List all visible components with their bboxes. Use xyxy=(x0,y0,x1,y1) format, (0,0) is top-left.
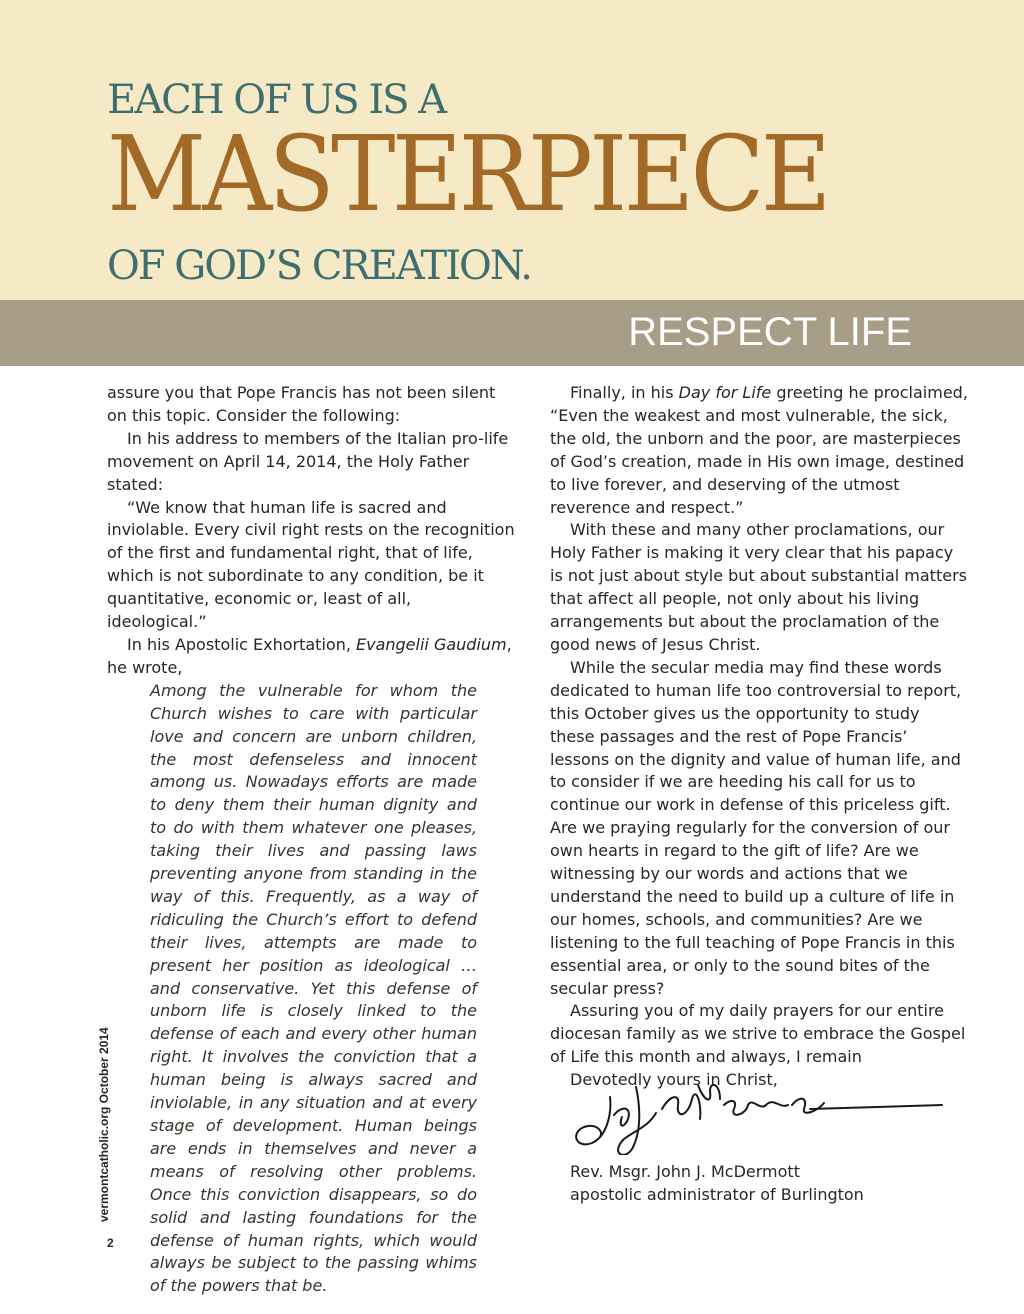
headline-kicker-bottom: OF GOD’S CREATION. xyxy=(107,243,531,289)
section-label: RESPECT LIFE xyxy=(628,310,912,354)
paragraph-day-for-life-intro xyxy=(550,382,968,405)
block-quote: Among the vulnerable for whom the Church wishes to care with particular love and concern are unborn children, the most defenseless and innocent among us. Nowadays efforts are made to deny them their human dignity and to do with them whatever one pleases, taking their lives and passing laws preventing anyone from standing in the way of this. Frequently, as a way of ridiculing the Church’s effort to defend their lives, attempts are made to present her position as ideological … and conservative. Yet this defense of unborn life is closely linked to the defense of each and every other human right. It involves the conviction that a human being is always sacred and inviolable, in any situation and at every stage of development. Human beings are ends in themselves and never a means of resolving other problems. Once this conviction disappears, so do solid and lasting foundations for the defense of human rights, which would always be subject to the passing whims of the powers that be. xyxy=(150,680,477,1296)
book-title: Evangelii Gaudium xyxy=(356,634,507,654)
page-number: 2 xyxy=(107,1236,114,1250)
paragraph: While the secular media may find these words dedicated to human life too controversial to report, this October gives us the opportunity to study these passages and the rest of Pope Francis’ lessons on the dignity and value of human life, and to consider if we are heeding his call for us to continue our work in defense of this priceless gift. Are we praying regularly for the conversion of our own hearts in regard to the gift of life? Are we witnessing by our words and actions that we understand the need to build up a culture of life in our homes, schools, and communities? Are we listening to the full teaching of Pope Francis in this essential area, or only to the sound bites of the secular press? xyxy=(550,657,962,998)
paragraph: In his address to members of the Italian pro-life movement on April 14, 2014, the Holy Father stated: xyxy=(107,428,509,494)
headline-kicker-top: EACH OF US IS A xyxy=(107,77,446,123)
handwritten-signature xyxy=(570,1075,950,1155)
signer-name: Rev. Msgr. John J. McDermott xyxy=(570,1162,800,1181)
paragraph: assure you that Pope Francis has not been silent on this topic. Consider the following: xyxy=(107,383,496,425)
paragraph: “We know that human life is sacred and inviolable. Every civil right rests on the recognition of the first and fundamental right, that of life, which is not subordinate to any condition, be it quantitative, economic or, least of all, ideological.” xyxy=(107,497,515,632)
paragraph: With these and many other proclamations, our Holy Father is making it very clear that his papacy is not just about style but about substantial matters that affect all people, not only about his living arrangements but about the proclamation of the good news of Jesus Christ. xyxy=(550,520,967,654)
event-title: Day for Life xyxy=(678,383,772,402)
paragraph: Assuring you of my daily prayers for our entire diocesan family as we strive to embrace the Gospel of Life this month and always, I remain xyxy=(550,1001,966,1067)
text-run: Finally, in his xyxy=(570,383,679,402)
left-column xyxy=(107,382,515,1298)
text-run: greeting he proclaimed, xyxy=(771,383,968,402)
paragraph: “Even the weakest and most vulnerable, the sick, the old, the unborn and the poor, are masterpieces of God’s creation, made in His own image, destined to live forever, and deserving of the utmost reverence and respect.” xyxy=(550,405,965,517)
signer-title: apostolic administrator of Burlington xyxy=(570,1185,864,1204)
headline-title: MASTERPIECE xyxy=(107,113,828,235)
text-run: In his Apostolic Exhortation, xyxy=(127,634,356,654)
right-column xyxy=(550,382,968,1092)
side-footer-text: vermontcatholic.org October 2014 xyxy=(97,1027,111,1222)
text-run: , he wrote, xyxy=(107,634,512,677)
paragraph-exhortation-intro xyxy=(107,634,515,680)
closing: Devotedly yours in Christ, xyxy=(570,1070,778,1090)
